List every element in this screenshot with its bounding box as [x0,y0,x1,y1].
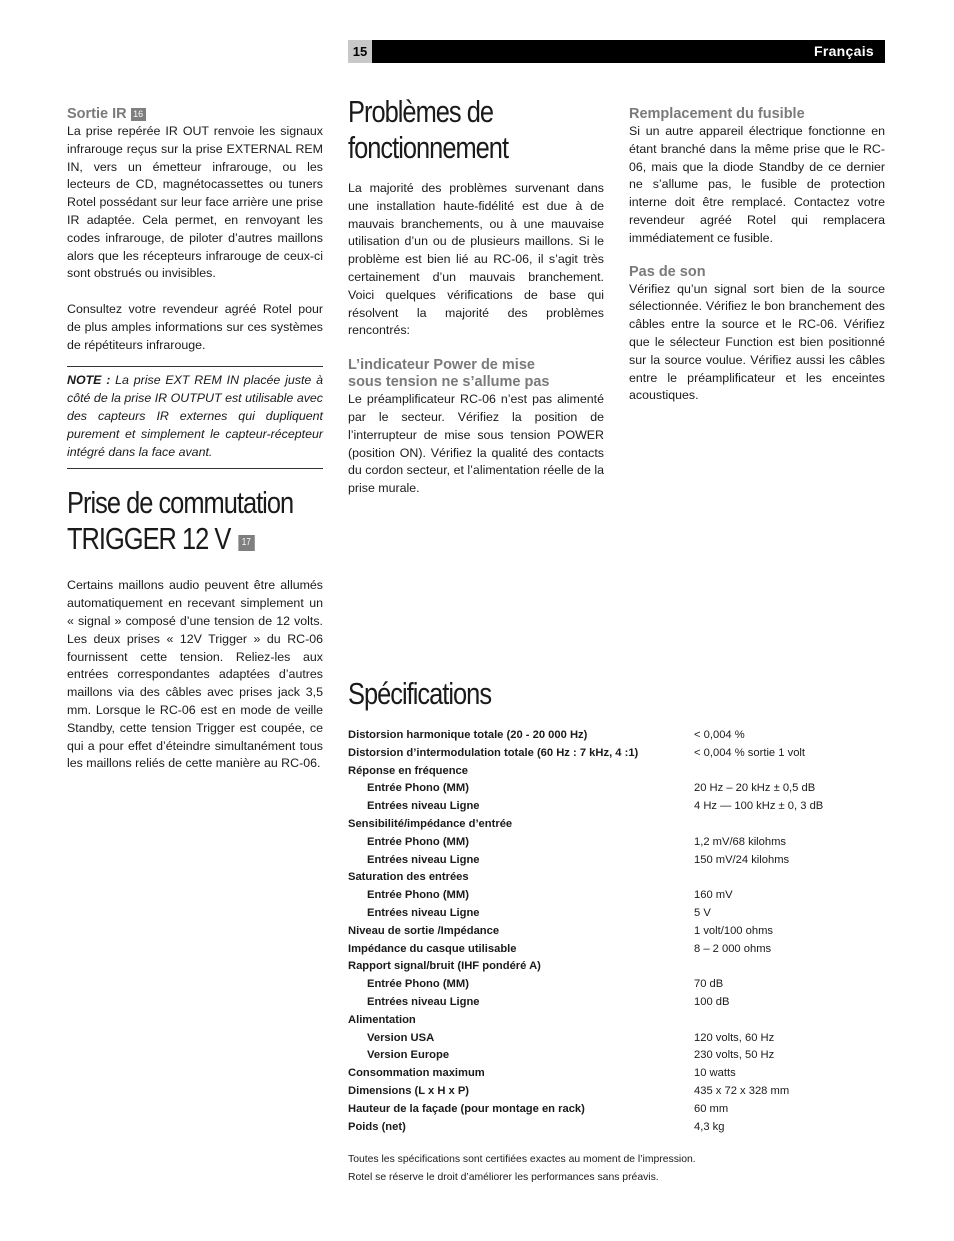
spec-label: Saturation des entrées [348,871,469,884]
spec-value: < 0,004 % sortie 1 volt [694,746,806,759]
spec-value: 120 volts, 60 Hz [694,1031,775,1044]
spec-label: Version USA [367,1031,435,1044]
trigger-title-line2: TRIGGER 12 V [67,521,231,557]
trigger-title-line1: Prise de commutation [67,485,294,521]
spec-value: 150 mV/24 kilohms [694,853,790,866]
sortie-ir-title: Sortie IR [67,106,127,122]
page-number: 15 [348,40,372,63]
spec-label: Entrée Phono (MM) [367,978,469,991]
power-indicator-heading [348,357,604,391]
spec-row [348,727,888,745]
spec-row [348,887,888,905]
spec-label: Version Europe [367,1049,450,1062]
problemes-title-line1: Problèmes de [348,94,494,129]
specifications-footnote [348,1151,696,1187]
spec-value: < 0,004 % [694,729,745,741]
power-title-line2: sous tension ne s’allume pas [348,374,550,391]
spec-row [348,763,888,781]
spec-value: 60 mm [694,1102,729,1115]
ref-badge-16: 16 [131,108,146,121]
spec-row [348,798,888,816]
spec-row [348,941,888,959]
note-box [67,366,323,469]
spec-value: 5 V [694,906,711,919]
fuse-text: Si un autre appareil électrique fonctionne en étant branché dans la même prise que le RC-06, mais que la diode Standby de ce dernier ne s’allume pas, le fusible de protection interne doit être remplacé. Contactez votre revendeur agréé Rotel qui remplacera immédiatement ce fusible. [629,124,885,245]
spec-value: 1,2 mV/68 kilohms [694,835,787,848]
footnote-line-2: Rotel se réserve le droit d’améliorer les performances sans préavis. [348,1171,659,1183]
spec-value: 100 dB [694,995,730,1008]
spec-label: Poids (net) [348,1120,406,1133]
spec-value: 4 Hz — 100 kHz ± 0, 3 dB [694,800,824,813]
spec-label: Distorsion d’intermodulation totale (60 Hz : 7 kHz, 4 :1) [348,746,639,759]
spec-value: 160 mV [694,889,733,902]
spec-value: 1 volt/100 ohms [694,924,773,937]
spec-value: 435 x 72 x 328 mm [694,1084,790,1097]
note-label: NOTE : [67,373,111,388]
spec-label: Entrées niveau Ligne [367,906,480,919]
spec-label: Distorsion harmonique totale (20 - 20 000 Hz) [348,729,588,741]
spec-label: Niveau de sortie /Impédance [348,924,500,937]
spec-row [348,834,888,852]
spec-value: 70 dB [694,978,724,991]
problemes-title-line2: fonctionnement [348,130,509,165]
fuse-heading: Remplacement du fusible [629,106,805,122]
spec-value: 230 volts, 50 Hz [694,1049,775,1062]
spec-value: 4,3 kg [694,1120,725,1133]
spec-label: Sensibilité/impédance d’entrée [348,817,513,830]
power-title-line1: L’indicateur Power de mise [348,357,535,374]
left-column [67,106,323,773]
spec-label: Entrée Phono (MM) [367,889,469,902]
spec-label: Réponse en fréquence [348,764,468,777]
spec-row [348,816,888,834]
spec-row [348,905,888,923]
spec-row [348,869,888,887]
spec-row [348,745,888,763]
spec-row [348,780,888,798]
sortie-ir-paragraph-2: Consultez votre revendeur agréé Rotel pour de plus amples informations sur ces systèmes de répétiteurs infrarouge. [67,301,323,352]
spec-row [348,1119,888,1137]
note-text: La prise EXT REM IN placée juste à côté de la prise IR OUTPUT est utilisable avec des capteurs IR externes qui dupliquent purement et simplement le capteur-récepteur intégré dans la face avant. [67,373,323,459]
spec-label: Entrée Phono (MM) [367,835,469,848]
spec-value: 10 watts [694,1067,736,1080]
language-label: Français [814,43,874,59]
spec-row [348,1083,888,1101]
no-sound-heading: Pas de son [629,263,706,280]
spec-label: Impédance du casque utilisable [348,942,517,955]
spec-row [348,852,888,870]
middle-column [348,94,604,498]
spec-label: Entrée Phono (MM) [367,782,469,795]
spec-label: Entrées niveau Ligne [367,800,480,813]
power-indicator-text: Le préamplificateur RC-06 n’est pas alimenté par le secteur. Vérifiez la position de l’interrupteur de mise sous tension POWER (position ON). Vérifiez la qualité des contacts du cordon secteur, et l’alimentation réelle de la prise murale. [348,392,604,496]
page-header-bar [348,40,885,63]
spec-row [348,923,888,941]
spec-row [348,1101,888,1119]
trigger-section-title [67,485,294,557]
sortie-ir-paragraph-1: La prise repérée IR OUT renvoie les signaux infrarouge reçus sur la prise EXTERNAL REM IN, vers un émetteur infrarouge, ou les lecteurs de CD, magnétocassettes ou tuners Rotel possédant sur leur face arrière une prise IR adaptée. Cela permet, en renvoyant les codes infrarouge, de piloter d’autres maillons alors que les récepteurs infrarouge de ceux-ci sont obstrués ou invisibles. [67,124,323,281]
trigger-paragraph: Certains maillons audio peuvent être allumés automatiquement en recevant simplement un « signal » composé d’une tension de 12 volts. Les deux prises « 12V Trigger » du RC-06 fournissent cette tension. Reliez-les aux entrées correspondantes adaptées d’autres maillons via des câbles avec prises jack 3,5 mm. Lorsque le RC-06 est en mode de veille Standby, cette tension Trigger est coupée, ce qui a pour effet d’éteindre simultanément tous les maillons reliés de cette manière au RC-06. [67,578,323,771]
spec-label: Entrées niveau Ligne [367,853,480,866]
spec-label: Rapport signal/bruit (IHF pondéré A) [348,960,541,973]
problemes-intro: La majorité des problèmes survenant dans une installation haute-fidélité est due à de mauvais branchements, ou à une mauvaise utilisation d’un ou de plusieurs maillons. Si le problème est bien lié au RC-06, il s’agit très certainement d’un mauvais branchement. Voici quelques vérifications de base qui résolvent la majorité des problèmes rencontrés: [348,181,604,338]
spec-row [348,1047,888,1065]
spec-row [348,994,888,1012]
spec-label: Consommation maximum [348,1067,485,1080]
spec-value: 20 Hz – 20 kHz ± 0,5 dB [694,782,816,795]
problemes-section-title [348,94,558,166]
spec-row [348,1012,888,1030]
spec-label: Alimentation [348,1013,416,1026]
spec-label: Entrées niveau Ligne [367,995,480,1008]
sortie-ir-heading [67,106,323,123]
spec-value: 8 – 2 000 ohms [694,942,772,955]
ref-badge-17: 17 [238,535,254,551]
spec-row [348,976,888,994]
spec-label: Hauteur de la façade (pour montage en rack) [348,1102,585,1115]
specifications-title: Spécifications [348,676,492,711]
spec-row [348,1065,888,1083]
right-column [629,106,885,405]
no-sound-text: Vérifiez qu’un signal sort bien de la source sélectionnée. Vérifiez le bon branchement des câbles entre la source et le RC-06. Vérifiez que le sélecteur Function est bien positionné sur la source voulue. Vérifiez aussi les câbles entre le préamplificateur et les enceintes acoustiques. [629,281,885,403]
spec-label: Dimensions (L x H x P) [348,1084,470,1097]
spec-row [348,958,888,976]
specifications-table [348,727,888,1136]
footnote-line-1: Toutes les spécifications sont certifiées exactes au moment de l’impression. [348,1154,696,1165]
spec-row [348,1030,888,1048]
